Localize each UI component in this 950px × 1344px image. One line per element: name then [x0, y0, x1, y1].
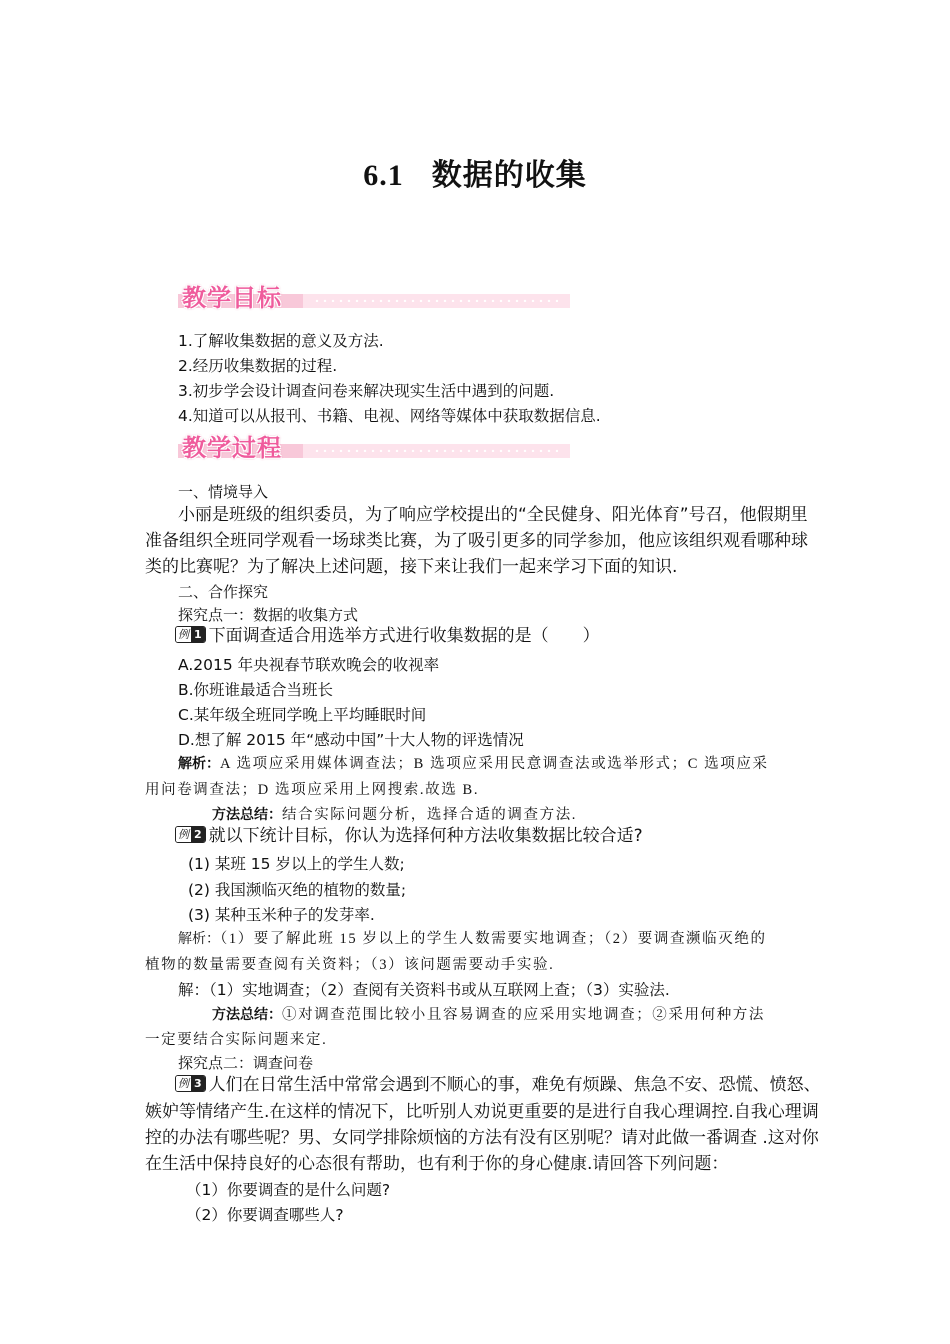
example-3-question: 例 3 人们在日常生活中常常会遇到不顺心的事，难免有烦躁、焦急不安、恐慌、愤怒、	[175, 1075, 821, 1095]
process-header: 教学过程	[182, 434, 282, 462]
example-badge: 例 1	[175, 626, 206, 643]
example-2-analysis: 解析：（1）要了解此班 15 岁以上的学生人数需要实地调查；（2）要调查濒临灭绝的	[178, 931, 767, 947]
analysis-label: 解析：	[178, 931, 220, 947]
intro-paragraph-line: 准备组织全班同学观看一场球类比赛，为了吸引更多的同学参加，他应该组织观看哪种球	[145, 531, 808, 551]
section-title: 数据的收集	[431, 158, 587, 193]
page-title	[0, 150, 950, 194]
example-1-analysis: 解析：A 选项应采用媒体调查法；B 选项应采用民意调查法或选举形式；C 选项应采	[178, 756, 769, 772]
example-2-item: (1) 某班 15 岁以上的学生人数;	[188, 855, 405, 873]
example-3-line: 嫉妒等情绪产生.在这样的情况下，比听别人劝说更重要的是进行自我心理调控.自我心理调	[145, 1102, 819, 1122]
example-3-line: 在生活中保持良好的心态很有帮助，也有利于你的身心健康.请回答下列问题：	[145, 1154, 729, 1174]
example-2-summary-cont: 一定要结合实际问题来定.	[145, 1032, 328, 1048]
objectives-banner	[178, 278, 570, 312]
objective-item: 4.知道可以从报刊、书籍、电视、网络等媒体中获取数据信息.	[178, 407, 601, 425]
example-3-item: （1）你要调查的是什么问题?	[186, 1181, 391, 1199]
objective-item: 3.初步学会设计调查问卷来解决现实生活中遇到的问题.	[178, 382, 555, 400]
process-banner	[178, 428, 570, 462]
analysis-label: 解析：	[178, 756, 220, 772]
example-2-item: (3) 某种玉米种子的发芽率.	[188, 906, 375, 924]
summary-label: 方法总结：	[212, 1007, 282, 1023]
objective-item: 1.了解收集数据的意义及方法.	[178, 332, 384, 350]
example-2-question: 例 2 就以下统计目标，你认为选择何种方法收集数据比较合适?	[175, 826, 643, 846]
example-2-summary: 方法总结：①对调查范围比较小且容易调查的应采用实地调查；②采用何种方法	[212, 1007, 765, 1023]
example-1-summary: 方法总结：结合实际问题分析，选择合适的调查方法.	[212, 807, 578, 823]
example-3-line: 控的办法有哪些呢？男、女同学排除烦恼的方法有没有区别呢？请对此做一番调查 .这对你	[145, 1128, 819, 1148]
objectives-header: 教学目标	[182, 284, 282, 312]
example-2-answer: 解：（1）实地调查；（2）查阅有关资料书或从互联网上查；（3）实验法.	[178, 981, 670, 999]
banner-dots	[313, 299, 558, 302]
option-b: B.你班谁最适合当班长	[178, 681, 334, 699]
example-badge: 例 3	[175, 1075, 206, 1092]
example-3-item: （2）你要调查哪些人?	[186, 1206, 344, 1224]
objective-item: 2.经历收集数据的过程.	[178, 357, 338, 375]
intro-heading: 一、情境导入	[178, 483, 269, 501]
example-badge: 例 2	[175, 826, 206, 843]
option-d: D.想了解 2015 年“感动中国”十大人物的评选情况	[178, 731, 524, 749]
example-1-analysis-cont: 用问卷调查法；D 选项应采用上网搜索.故选 B.	[145, 782, 480, 798]
section-number: 6.1	[363, 159, 404, 192]
banner-dots	[313, 449, 558, 452]
explore-heading: 二、合作探究	[178, 583, 269, 601]
explore-point-2: 探究点二：调查问卷	[178, 1054, 314, 1072]
example-2-item: (2) 我国濒临灭绝的植物的数量;	[188, 881, 407, 899]
intro-paragraph-line: 类的比赛呢？为了解决上述问题，接下来让我们一起来学习下面的知识.	[145, 557, 678, 577]
intro-paragraph-line: 小丽是班级的组织委员，为了响应学校提出的“全民健身、阳光体育”号召，他假期里	[178, 505, 808, 525]
option-c: C.某年级全班同学晚上平均睡眠时间	[178, 706, 427, 724]
option-a: A.2015 年央视春节联欢晚会的收视率	[178, 656, 440, 674]
example-2-analysis-cont: 植物的数量需要查阅有关资料；（3）该问题需要动手实验.	[145, 957, 555, 973]
explore-point-1: 探究点一：数据的收集方式	[178, 606, 359, 624]
summary-label: 方法总结：	[212, 807, 282, 823]
example-1-question: 例 1 下面调查适合用选举方式进行收集数据的是（ ）	[175, 626, 600, 646]
